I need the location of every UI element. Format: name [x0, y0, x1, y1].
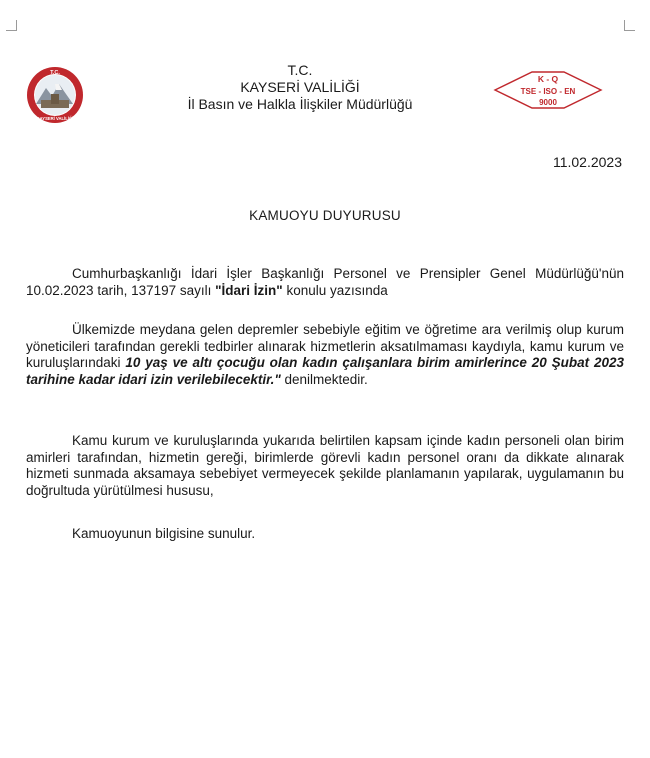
- country-label: T.C.: [287, 62, 313, 78]
- paragraph-closing: [26, 526, 624, 543]
- document-title: KAMUOYU DUYURUSU: [249, 208, 401, 223]
- paragraph-closing-text: Kamuoyunun bilgisine sunulur.: [72, 526, 256, 541]
- paragraph-instruction: [26, 433, 624, 499]
- paragraph-decision-highlight: 10 yaş ve altı çocuğu olan kadın çalışanlara birim amirlerince 20 Şubat 2023 tarihine kadar idari izin verilebilecektir.": [26, 355, 624, 387]
- svg-text:TSE - ISO - EN: TSE - ISO - EN: [520, 87, 576, 96]
- svg-text:T.C.: T.C.: [50, 70, 60, 76]
- quality-certification-stamp: [492, 66, 604, 114]
- department-name: İl Basın ve Halkla İlişkiler Müdürlüğü: [187, 96, 413, 112]
- page-corner-mark-left: [6, 20, 17, 31]
- paragraph-reference-text: Cumhurbaşkanlığı İdari İşler Başkanlığı Personel ve Prensipler Genel Müdürlüğü'nün 10.02.2023 tarih, 137197 sayılı: [26, 266, 624, 298]
- paragraph-reference-tail: konulu yazısında: [282, 282, 388, 298]
- paragraph-decision-tail: denilmektedir.: [280, 371, 368, 387]
- institution-name: KAYSERİ VALİLİĞİ: [240, 79, 360, 95]
- document-date: 11.02.2023: [552, 154, 622, 170]
- page-corner-mark-right: [624, 20, 635, 31]
- paragraph-decision: [26, 322, 624, 388]
- paragraph-instruction-text: Kamu kurum ve kuruluşlarında yukarıda belirtilen kapsam içinde kadın personeli olan birim amirleri tarafından, hizmetin gereği, birimlerde görevli kadın personel oranı da dikkate alınarak hizmeti sunmada aksamaya sebebiyet vermeyecek şekilde planlamanın yapılarak, uygulamanın bu doğrultuda yürütülmesi hususu,: [26, 433, 624, 498]
- svg-text:9000: 9000: [539, 98, 557, 107]
- letterhead: [100, 62, 500, 113]
- svg-text:K - Q: K - Q: [537, 74, 559, 84]
- paragraph-reference-subject: "İdari İzin": [215, 282, 283, 298]
- governorship-seal-logo: [26, 66, 84, 124]
- svg-text:KAYSERİ VALİLİĞİ: KAYSERİ VALİLİĞİ: [36, 116, 74, 121]
- paragraph-reference: [26, 266, 624, 299]
- paragraph-decision-text: Ülkemizde meydana gelen depremler sebebiyle eğitim ve öğretime ara verilmiş olup kurum yöneticileri tarafından gerekli tedbirler alınarak hizmetlerin aksatılmaması kaydıyla, kamu kurum ve kuruluşlarındaki: [26, 322, 624, 370]
